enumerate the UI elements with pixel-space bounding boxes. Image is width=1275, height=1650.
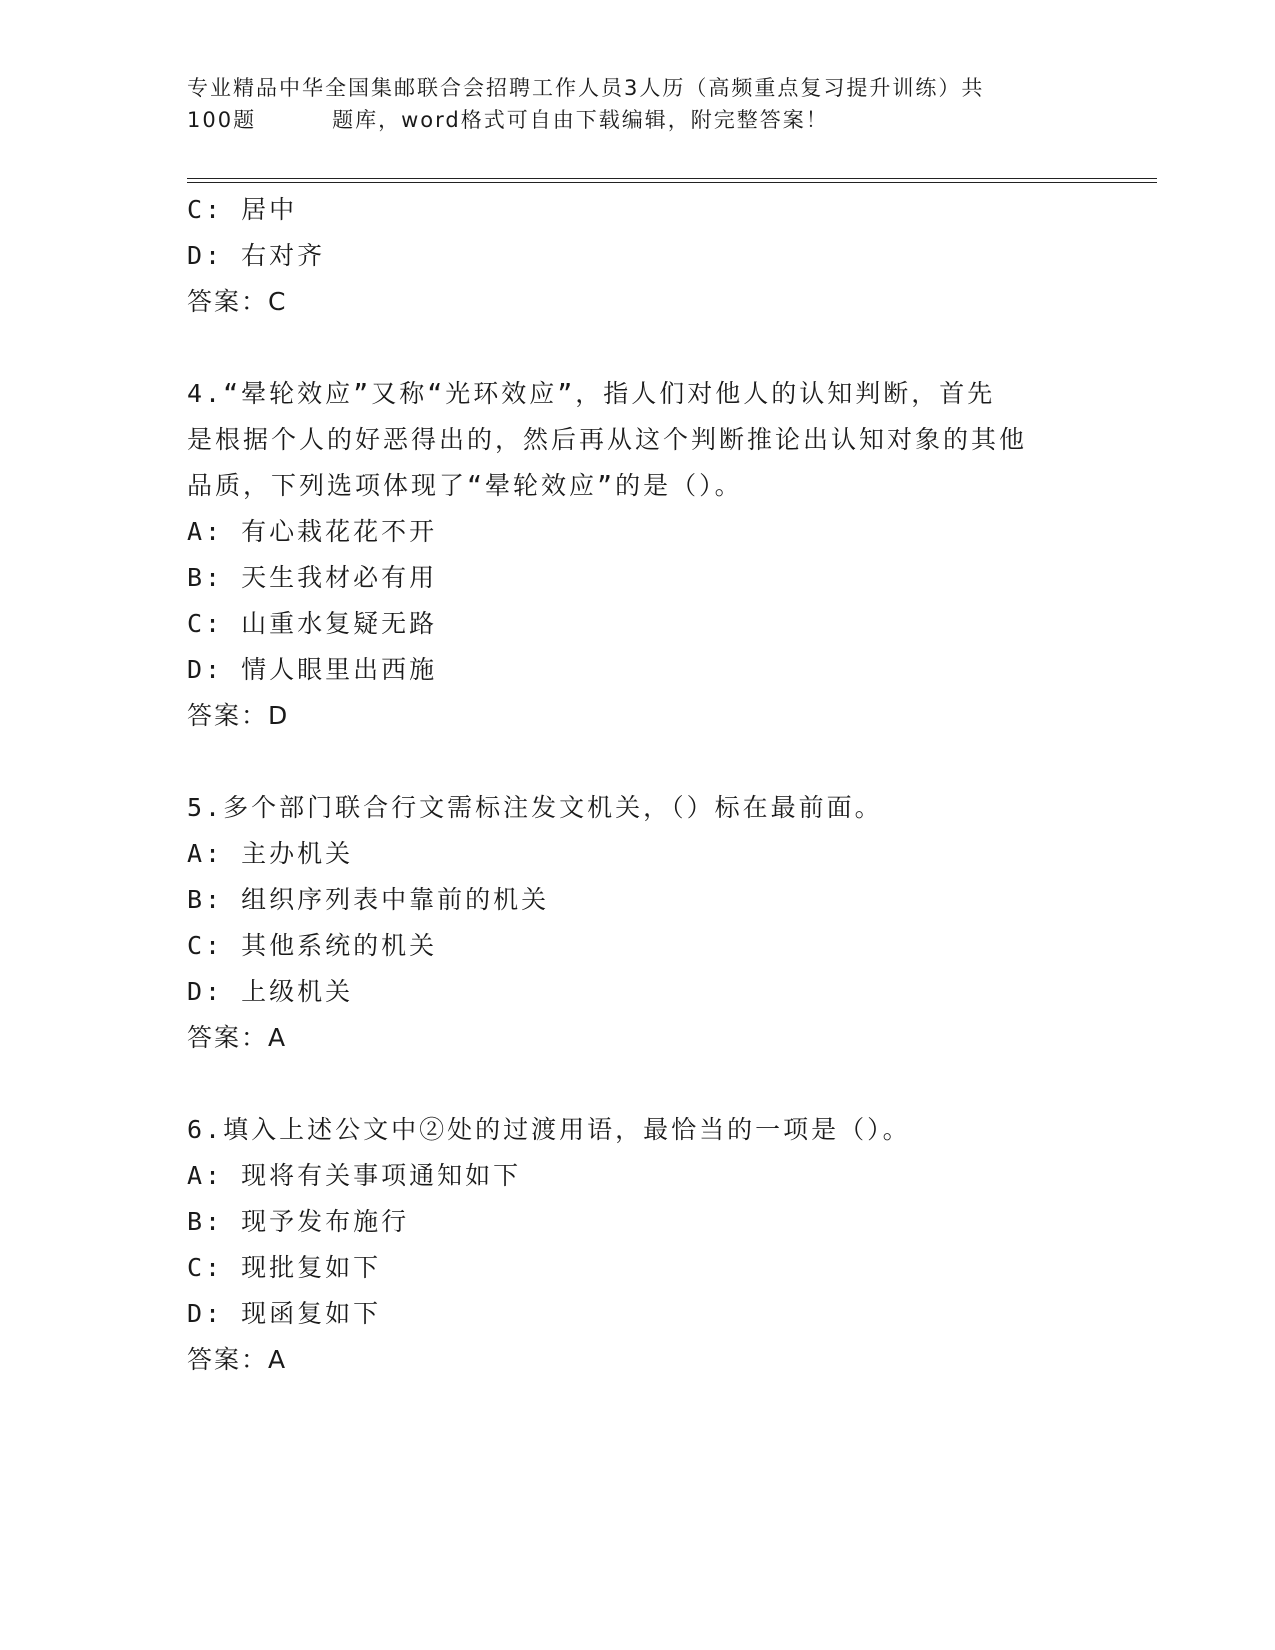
option-a: A: 有心栽花花不开 — [187, 517, 438, 546]
option-b: B: 现予发布施行 — [187, 1207, 410, 1236]
option-b: B: 天生我材必有用 — [187, 563, 438, 592]
question-text-line: 5.多个部门联合行文需标注发文机关，（）标在最前面。 — [187, 793, 883, 822]
option-c: C: 居中 — [187, 195, 298, 224]
question-5 — [187, 785, 1087, 1061]
answer-line: 答案：C — [187, 287, 288, 316]
option-a: A: 现将有关事项通知如下 — [187, 1161, 522, 1190]
question-4 — [187, 371, 1087, 739]
option-d: D: 右对齐 — [187, 241, 326, 270]
header-title-line-1: 专业精品中华全国集邮联合会招聘工作人员3人历（高频重点复习提升训练）共 — [187, 76, 985, 100]
document-header — [187, 72, 1067, 136]
previous-question-tail — [187, 187, 1087, 325]
option-d: D: 现函复如下 — [187, 1299, 382, 1328]
question-list — [187, 187, 1087, 1383]
question-text-line: 6.填入上述公文中②处的过渡用语，最恰当的一项是（）。 — [187, 1115, 911, 1144]
question-text-line: 4.“晕轮效应”又称“光环效应”，指人们对他人的认知判断，首先 — [187, 379, 996, 408]
answer-line: 答案：D — [187, 701, 290, 730]
header-question-count: 100题 — [187, 108, 257, 132]
question-6 — [187, 1107, 1087, 1383]
question-text-line: 品质，下列选项体现了“晕轮效应”的是（）。 — [187, 471, 743, 500]
option-d: D: 上级机关 — [187, 977, 354, 1006]
question-text-line: 是根据个人的好恶得出的，然后再从这个判断推论出认知对象的其他 — [187, 425, 1028, 454]
header-divider-top — [187, 178, 1157, 179]
option-a: A: 主办机关 — [187, 839, 354, 868]
option-c: C: 其他系统的机关 — [187, 931, 438, 960]
option-c: C: 现批复如下 — [187, 1253, 382, 1282]
option-d: D: 情人眼里出西施 — [187, 655, 438, 684]
header-subtitle: 题库，word格式可自由下载编辑，附完整答案！ — [332, 108, 829, 132]
option-c: C: 山重水复疑无路 — [187, 609, 438, 638]
answer-line: 答案：A — [187, 1023, 288, 1052]
answer-line: 答案：A — [187, 1345, 288, 1374]
header-title-line-2 — [187, 104, 1067, 136]
option-b: B: 组织序列表中靠前的机关 — [187, 885, 550, 914]
header-divider-bottom — [187, 182, 1157, 183]
